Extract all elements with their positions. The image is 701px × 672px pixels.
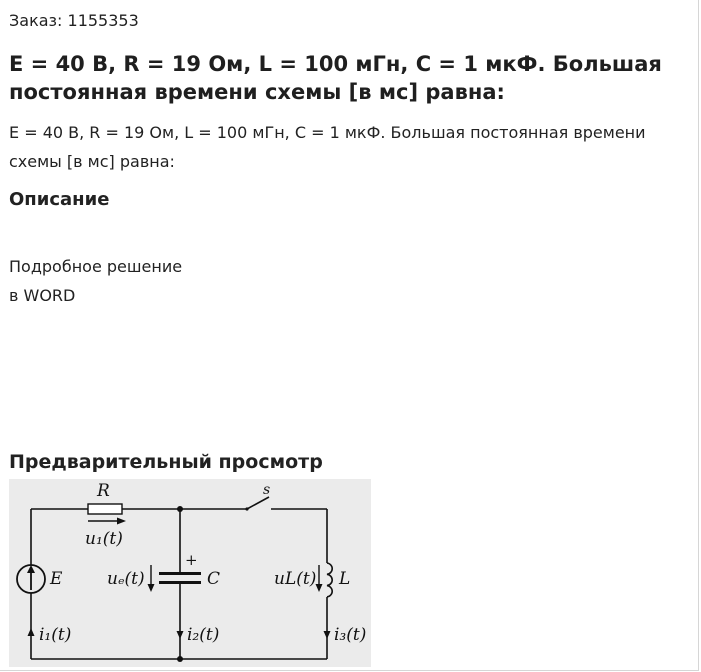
task-text: E = 40 В, R = 19 Ом, L = 100 мГн, C = 1 мкФ. Большая постоянная времени схемы [в мс] равна: <box>9 123 646 171</box>
label-s: s <box>263 482 271 498</box>
circuit-preview-image <box>9 479 371 667</box>
junction-top <box>177 506 183 512</box>
label-e: E <box>50 569 63 589</box>
resistor-symbol <box>88 504 122 514</box>
i3-arrow <box>324 631 331 639</box>
description-line-1: Подробное решение <box>9 257 183 276</box>
ul-arrow <box>316 565 323 592</box>
switch-symbol <box>245 497 269 511</box>
description-heading: Описание <box>9 189 110 210</box>
label-u1: u₁(t) <box>85 529 123 549</box>
inductor-symbol <box>327 563 332 597</box>
preview-heading: Предварительный просмотр <box>9 451 323 473</box>
i2-arrow <box>177 631 184 639</box>
description-body <box>9 252 182 310</box>
circuit-diagram <box>9 479 371 667</box>
junction-bottom <box>177 656 183 662</box>
order-number: Заказ: 1155353 <box>9 11 139 30</box>
capacitor-symbol <box>159 572 201 584</box>
task-title: E = 40 В, R = 19 Ом, L = 100 мГн, C = 1 мкФ. Большая постоянная времени схемы [в мс] равна: <box>9 52 662 104</box>
label-plus: + <box>185 551 198 569</box>
label-uc: uₑ(t) <box>107 569 145 589</box>
u1-arrow <box>88 518 126 525</box>
label-ul: uL(t) <box>274 569 317 589</box>
label-c: C <box>207 569 221 589</box>
label-r: R <box>97 481 110 501</box>
label-i3: i₃(t) <box>334 625 367 645</box>
label-i2: i₂(t) <box>187 625 220 645</box>
label-l: L <box>339 569 351 589</box>
uc-arrow <box>148 565 155 592</box>
voltage-source-symbol <box>17 565 45 593</box>
label-i1: i₁(t) <box>39 625 72 645</box>
i1-arrow <box>28 628 35 636</box>
description-line-2: в WORD <box>9 286 76 305</box>
